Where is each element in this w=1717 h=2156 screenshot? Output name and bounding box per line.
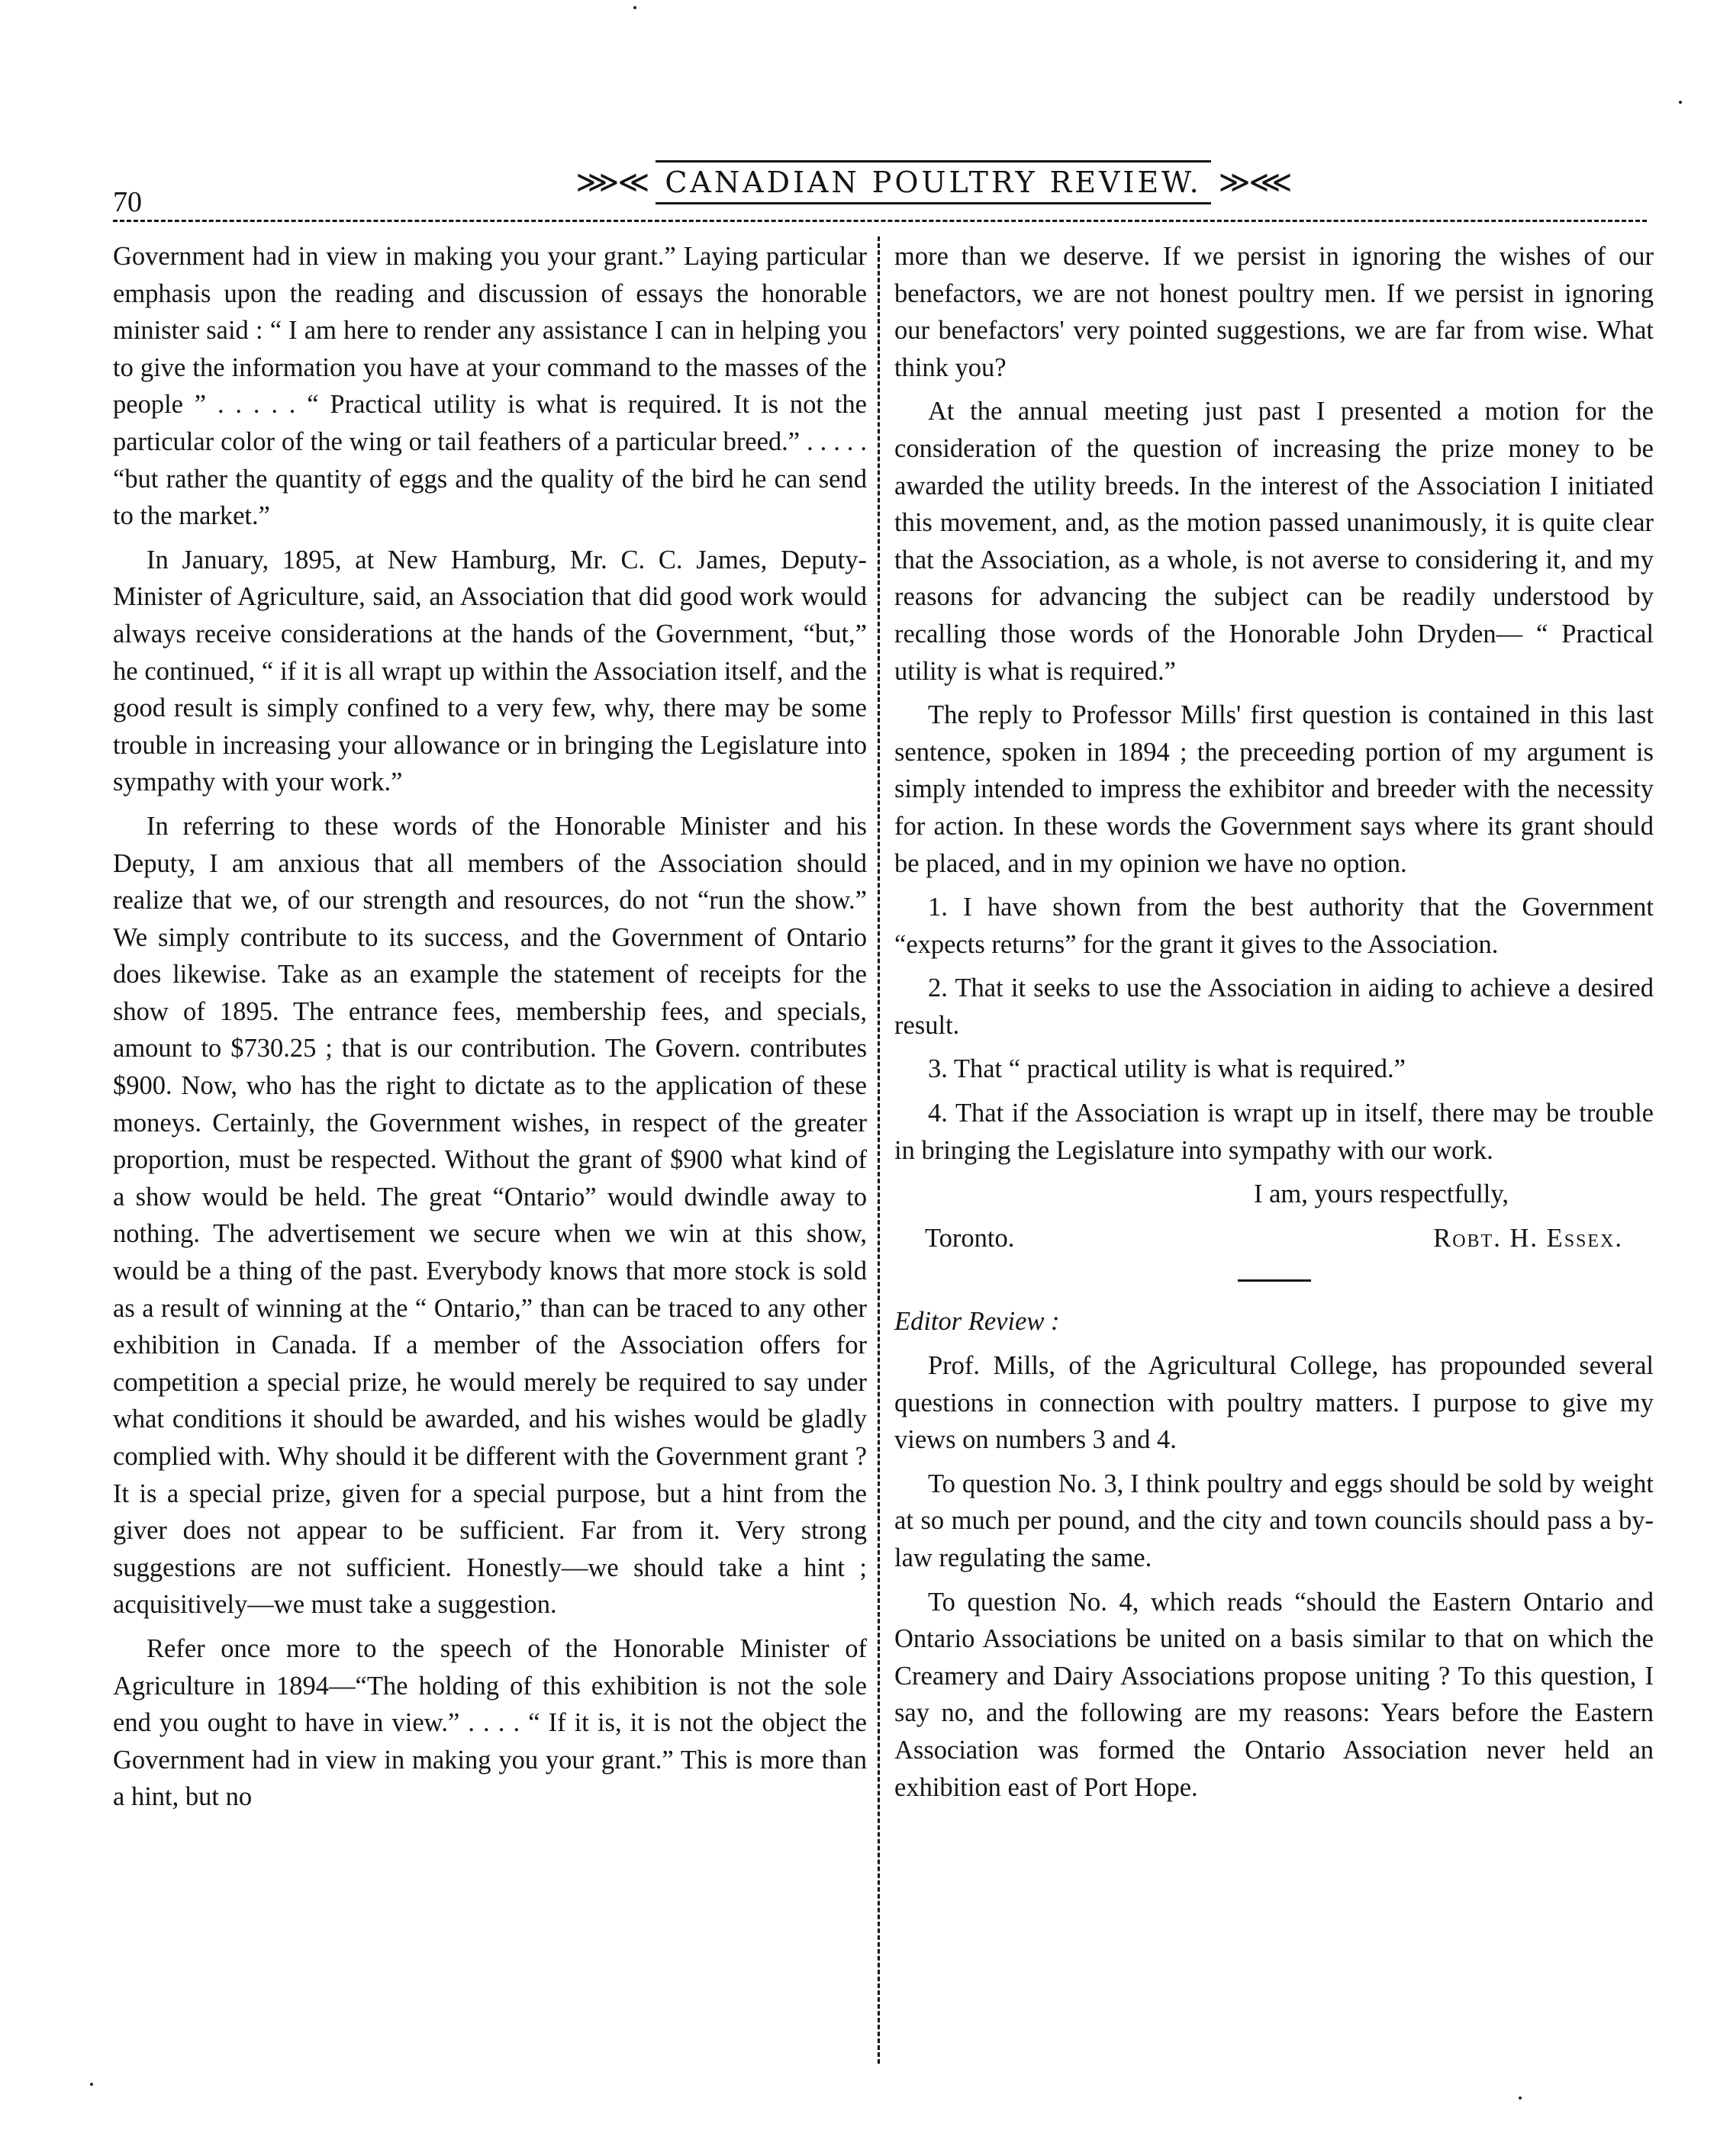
numbered-point: 2. That it seeks to use the Association in aiding to achieve a desired result. bbox=[894, 973, 1654, 1040]
left-column bbox=[113, 238, 867, 1823]
editor-paragraph: To question No. 4, which reads “should the Eastern Ontario and Ontario Associations be united on a basis similar to that on which the Creamery and Dairy Associations propose uniting ? To this question, I say no, and the following are my reasons: Years before the Eastern Association was formed the Ontario Association never held an exhibition east of Port Hope. bbox=[894, 1587, 1654, 1802]
print-speck bbox=[633, 6, 636, 9]
masthead-ornament-right: ≫⋘ bbox=[1218, 165, 1291, 199]
editor-heading: Editor Review : bbox=[894, 1307, 1060, 1337]
letter-author: Robt. H. Essex. bbox=[1433, 1223, 1623, 1253]
print-speck bbox=[1519, 2096, 1522, 2100]
numbered-point: 1. I have shown from the best authority that the Government “expects returns” for the grant it gives to the Association. bbox=[894, 893, 1654, 959]
column-divider bbox=[878, 237, 880, 2064]
editor-paragraph: Prof. Mills, of the Agricultural College, has propounded several questions in connection with poultry matters. I purpose to give my views on numbers 3 and 4. bbox=[894, 1351, 1654, 1455]
numbered-point: 4. That if the Association is wrapt up in itself, there may be trouble in bringing the Legislature into sympathy with our work. bbox=[894, 1099, 1654, 1165]
right-paragraph: The reply to Professor Mills' first question is contained in this last sentence, spoken in 1894 ; the preceeding portion of my argument is simply intended to impress the exhibitor and breeder with the necessity for action. In these words the Government says where its grant should be placed, and in my opinion we have no option. bbox=[894, 700, 1654, 878]
header-rule bbox=[113, 220, 1647, 222]
numbered-point: 3. That “ practical utility is what is required.” bbox=[928, 1054, 1406, 1084]
left-paragraph: In referring to these words of the Honorable Minister and his Deputy, I am anxious that all members of the Association should realize that we, of our strength and resources, do not “run the show.” We simply contribute to its success, and the Government of Ontario does likewise. Take as an example the statement of receipts for the show of 1895. The entrance fees, membership fees, and specials, amount to $730.25 ; that is our contribution. The Govern. contributes $900. Now, who has the right to dictate as to the application of these moneys. Certainly, the Government wishes, in respect of the greater proportion, must be respected. Without the grant of $900 what kind of a show would be held. The great “Ontario” would dwindle away to nothing. The advertisement we secure when we win at this show, would be a thing of the past. Everybody knows that more stock is sold as a result of winning at the “ Ontario,” than can be traced to any other exhibition in Canada. If a member of the Association offers for competition a special prize, he would merely be required to say under what conditions it should be awarded, and his wishes would be gladly complied with. Why should it be different with the Government grant ? It is a special prize, given for a special purpose, but a hint from the giver does not appear to be sufficient. Far from it. Very strong suggestions are not sufficient. Honestly—we should take a hint ; acquisitively—we must take a suggestion. bbox=[113, 811, 867, 1620]
left-paragraph: Government had in view in making you your grant.” Laying particular emphasis upon the reading and discussion of essays the honorable minister said : “ I am here to render any assistance I can in helping you to give the information you have at your command to the masses of the people ” . . . . . “ Practical utility is what is required. It is not the particular color of the wing or tail feathers of a particular breed.” . . . . . “but rather the quantity of eggs and the quality of the bird he can send to the market.” bbox=[113, 242, 867, 531]
left-paragraph: In January, 1895, at New Hamburg, Mr. C. C. James, Deputy-Minister of Agriculture, said, an Association that did good work would always receive considerations at the hands of the Government, “but,” he continued, “ if it is all wrapt up within the Association itself, and the good result is simply confined to a very few, why, there may be some trouble in increasing your allowance or in bringing the Legislature into sympathy with your work.” bbox=[113, 545, 867, 797]
section-divider bbox=[1238, 1279, 1311, 1282]
page-number: 70 bbox=[113, 186, 142, 218]
signature-row bbox=[894, 1220, 1654, 1257]
masthead-ornament-left: ⋙≪ bbox=[575, 165, 649, 199]
left-paragraph: Refer once more to the speech of the Honorable Minister of Agriculture in 1894—“The holding of this exhibition is not the sole end you ought to have in view.” . . . . “ If it is, it is not the object the Government had in view in making you your grant.” This is more than a hint, but no bbox=[113, 1633, 867, 1812]
letter-closing: I am, yours respectfully, bbox=[1253, 1179, 1509, 1209]
right-paragraph: more than we deserve. If we persist in ignoring the wishes of our benefactors, we are not honest poultry men. If we persist in ignoring our benefactors' very pointed suggestions, we are far from wise. What think you? bbox=[894, 242, 1654, 382]
masthead bbox=[575, 150, 1291, 215]
masthead-title: CANADIAN POULTRY REVIEW. bbox=[656, 160, 1210, 204]
print-speck bbox=[90, 2083, 93, 2086]
letter-place: Toronto. bbox=[925, 1223, 1015, 1253]
right-column bbox=[894, 238, 1654, 1813]
print-speck bbox=[1679, 101, 1682, 104]
page-header bbox=[113, 150, 1647, 218]
right-paragraph: At the annual meeting just past I presented a motion for the consideration of the question of increasing the prize money to be awarded the utility breeds. In the interest of the Association I initiated this movement, and, as the motion passed unanimously, it is quite clear that the Association, as a whole, is not averse to considering it, and my reasons for advancing the subject can be readily understood by recalling those words of the Honorable John Dryden— “ Practical utility is what is required.” bbox=[894, 397, 1654, 686]
editor-paragraph: To question No. 3, I think poultry and eggs should be sold by weight at so much per pound, and the city and town councils should pass a by-law regulating the same. bbox=[894, 1469, 1654, 1572]
